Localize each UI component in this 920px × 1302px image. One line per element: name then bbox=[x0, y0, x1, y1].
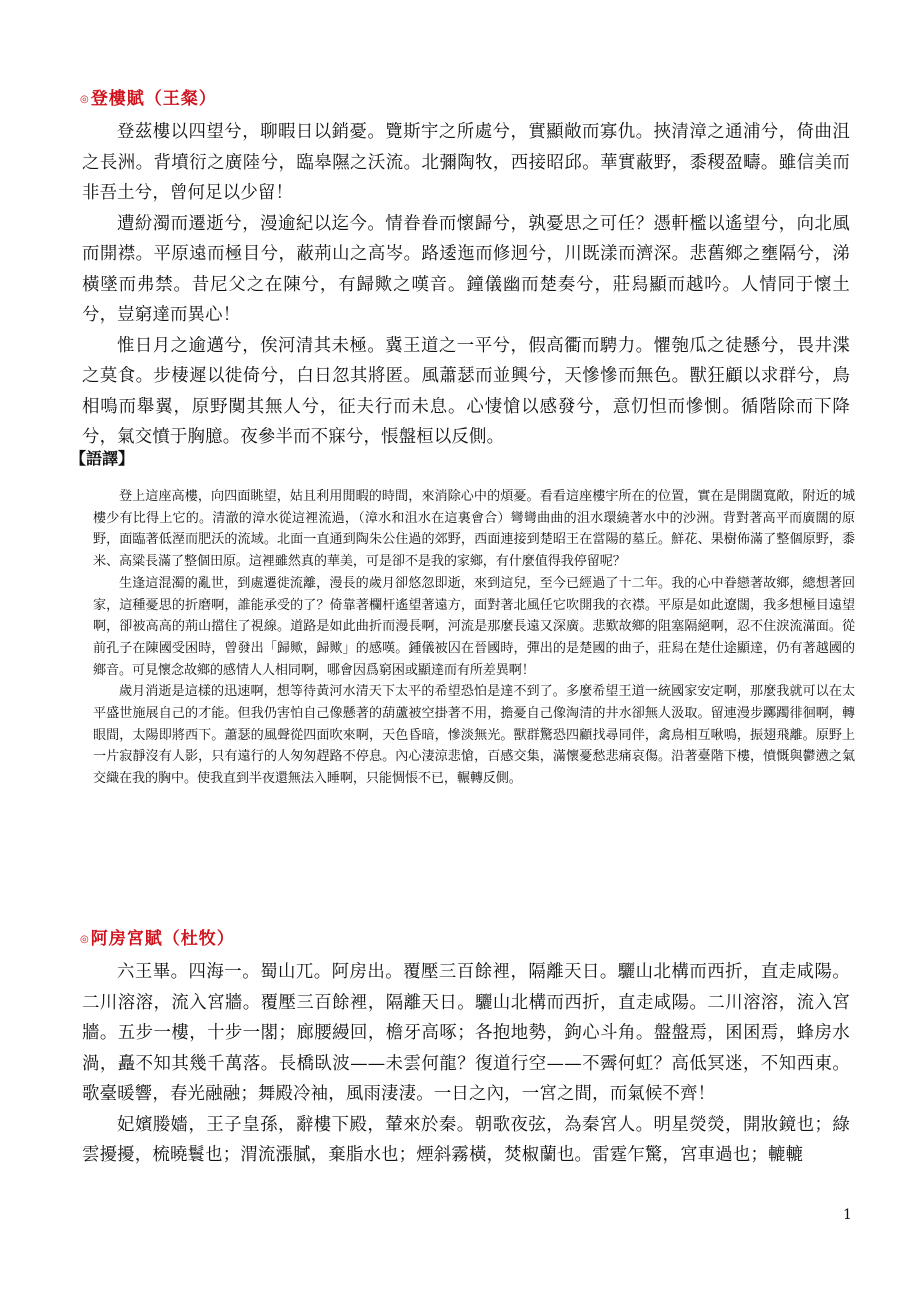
e-pang-gong-fu-text bbox=[82, 957, 850, 1171]
section-title-deng-lou-fu bbox=[80, 84, 217, 109]
section-title-e-pang-gong-fu bbox=[80, 924, 235, 949]
section-title-text: 登樓賦（王粲） bbox=[90, 89, 217, 109]
section-title-text: 阿房宮賦（杜牧） bbox=[90, 929, 235, 949]
translation-text bbox=[93, 486, 855, 790]
fu-paragraph: 惟日月之逾邁兮，俟河清其未極。冀王道之一平兮，假高衢而騁力。懼匏瓜之徒懸兮，畏井渫之莫食。步棲遲以徙倚兮，白日忽其將匿。風蕭瑟而並興兮，天慘慘而無色。獸狂顧以求群兮，鳥相鳴而舉翼，原野闃其無人兮，征夫行而未息。心悽愴以感發兮，意忉怛而慘惻。循階除而下降兮，氣交憤于胸臆。夜參半而不寐兮，悵盤桓以反側。 bbox=[82, 335, 850, 447]
translation-heading: 【語譯】 bbox=[70, 449, 135, 468]
translation-paragraph: 歲月消逝是這樣的迅速啊，想等待黃河水清天下太平的希望恐怕是達不到了。多麼希望王道一統國家安定啊，那麼我就可以在太平盛世施展自己的才能。但我仍害怕自己像懸著的葫蘆被空掛著不用，擔憂自己像淘清的井水卻無人汲取。留連漫步躑躅徘徊啊，轉眼間，太陽即將西下。蕭瑟的風聲從四面吹來啊，天色昏暗，慘淡無光。獸群驚恐四顧找尋同伴，禽鳥相互啾鳴，振翅飛離。原野上一片寂靜沒有人影，只有遠行的人匆匆趕路不停息。內心淒涼悲愴，百感交集，滿懷憂愁悲痛哀傷。沿著臺階下樓，憤慨與鬱懑之氣交織在我的胸中。使我直到半夜還無法入睡啊，只能惆悵不已，輾轉反側。 bbox=[93, 684, 855, 787]
fu-paragraph: 六王畢。四海一。蜀山兀。阿房出。覆壓三百餘裡，隔離天日。驪山北構而西折，直走咸陽。二川溶溶，流入宮牆。覆壓三百餘裡，隔離天日。驪山北構而西折，直走咸陽。二川溶溶，流入宮牆。五步一樓，十步一閣；廊腰縵回，檐牙高啄；各抱地勢，鉤心斗角。盤盤焉，囷囷焉，蜂房水渦，矗不知其幾千萬落。長橋臥波——未雲何龍？復道行空——不霽何虹？高低冥迷，不知西東。 歌臺暖響，春光融融；舞殿冷袖，風雨淒淒。一日之內，一宮之間，而氣候不齊！ bbox=[82, 962, 850, 1104]
bullet-mark-icon: ◎ bbox=[80, 934, 90, 945]
translation-paragraph: 登上這座高樓，向四面眺望，姑且利用閒暇的時間，來消除心中的煩憂。看看這座樓宇所在的位置，實在是開闊寬敞，附近的城樓少有比得上它的。清澈的漳水從這裡流過，（漳水和沮水在這裏會合）彎彎曲曲的沮水環繞著水中的沙洲。背對著高平而廣闊的原野，面臨著低溼而肥沃的流域。北面一直通到陶朱公住過的郊野，西面連接到楚昭王在當陽的墓丘。鮮花、果樹佈滿了整個原野，黍米、高粱長滿了整個田原。這裡雖然真的華美，可是卻不是我的家鄉，有什麼值得我停留呢？ bbox=[93, 489, 855, 570]
fu-paragraph: 遭紛濁而遷逝兮，漫逾紀以迄今。情眷眷而懷歸兮，孰憂思之可任？憑軒檻以遙望兮，向北風而開襟。平原遠而極目兮，蔽荊山之高岑。路逶迤而修迥兮，川既漾而濟深。悲舊鄉之壅隔兮，涕橫墜而弗禁。昔尼父之在陳兮，有歸歟之嘆音。鐘儀幽而楚奏兮，莊舄顯而越吟。人情同于懷土兮，豈窮達而異心！ bbox=[82, 213, 850, 325]
fu-paragraph: 妃嬪媵嬙，王子皇孫，辭樓下殿，輦來於秦。朝歌夜弦，為秦宮人。明星熒熒，開妝鏡也；綠雲擾擾，梳曉鬟也；渭流漲膩，棄脂水也；煙斜霧橫，焚椒蘭也。雷霆乍驚，宮車過也；轆轆 bbox=[82, 1114, 850, 1165]
fu-paragraph: 登茲樓以四望兮，聊暇日以銷憂。覽斯宇之所處兮，實顯敞而寡仇。挾清漳之通浦兮，倚曲沮之長洲。背墳衍之廣陸兮，臨皋隰之沃流。北彌陶牧，西接昭邱。華實蔽野，黍稷盈疇。雖信美而非吾土兮，曾何足以少留！ bbox=[82, 122, 850, 203]
deng-lou-fu-text bbox=[82, 117, 850, 453]
bullet-mark-icon: ◎ bbox=[80, 94, 90, 105]
page-number: 1 bbox=[843, 1207, 852, 1223]
translation-paragraph: 生逢這混濁的亂世，到處遷徙流離，漫長的歲月卻悠忽即逝，來到這兒，至今已經過了十二年。我的心中眷戀著故鄉，總想著回家，這種憂思的折磨啊，誰能承受的了？倚靠著欄杆遙望著遠方，面對著北風任它吹開我的衣襟。平原是如此遼闊，我多想極目遠望啊，卻被高高的荊山擋住了視線。道路是如此曲折而漫長啊，河流是那麼長遠又深廣。悲歎故鄉的阻塞隔絕啊，忍不住淚流滿面。從前孔子在陳國受困時，曾發出「歸歟，歸歟」的感嘆。鍾儀被囚在晉國時，彈出的是楚國的曲子，莊舄在楚仕途顯達，仍有著越國的鄉音。可見懷念故鄉的感情人人相同啊，哪會因爲窮困或顯達而有所差異啊！ bbox=[93, 575, 855, 678]
